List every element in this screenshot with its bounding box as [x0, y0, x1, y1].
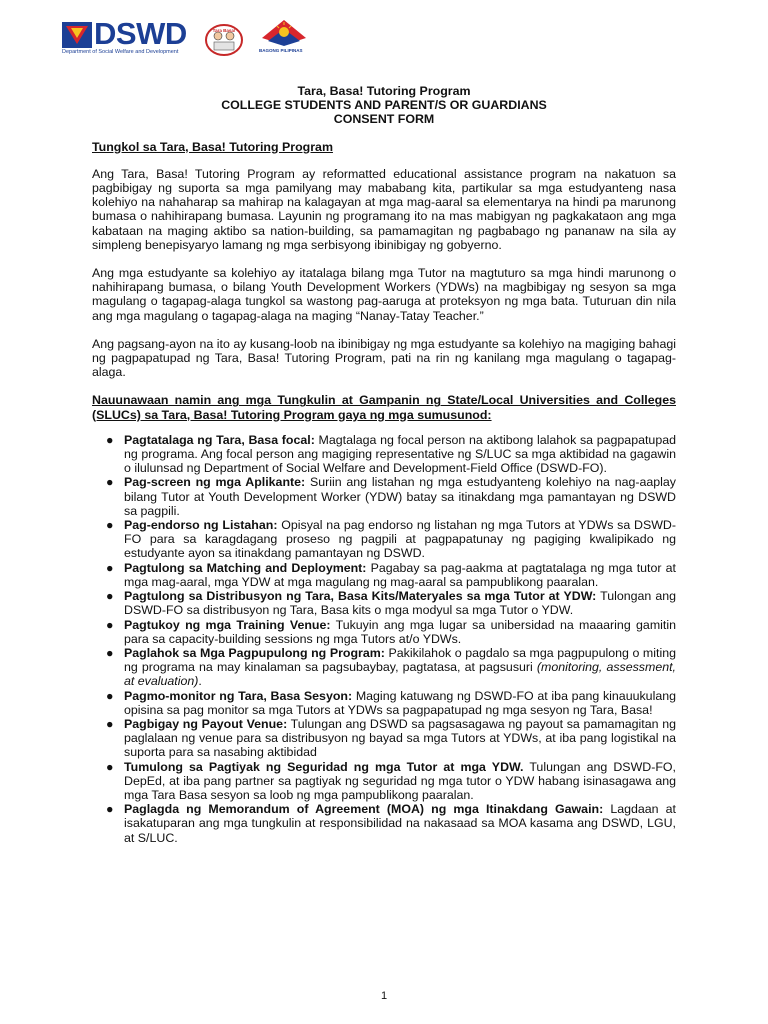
bullet-icon: ● [106, 759, 114, 774]
item-title: Pagtulong sa Matching and Deployment: [124, 560, 367, 575]
title-line-2: COLLEGE STUDENTS AND PARENT/S OR GUARDIANS [221, 98, 547, 113]
item-text: Tulungan ang DSWD sa pagsasagawa ng payout sa pamamagitan ng paglalaan ng venue para sa distribusyon ng bayad sa mga Tutors at YDWs, at iba pang logistikal na suporta para sa nasabing aktibidad [124, 716, 676, 760]
item-text: Tulungan ang DSWD-FO, DepEd, at iba pang partner sa pagtiyak ng seguridad ng mga tutor o YDW habang isinasagawa ang mga Tara Basa sesyon sa loob ng mga pampublikong paaralan. [124, 759, 676, 802]
item-text: Opisyal na pag endorso ng listahan ng mga Tutors at YDWs sa DSWD-FO para sa karagdagang proseso ng pagpili at pagpapatunay ng pagiging kwalipikado ng estudyante ayon sa itinakdang pamantayan ng DSWD. [124, 518, 677, 561]
bullet-icon: ● [106, 688, 114, 703]
responsibilities-heading: Nauunawaan namin ang mga Tungkulin at Gampanin ng State/Local Universities and Colleges (SLUCs) sa Tara, Basa! Tutoring Program gaya ng mga sumusunod: [92, 393, 676, 422]
item-title: Pagtulong sa Distribusyon ng Tara, Basa Kits/Materyales sa mga Tutor at YDW: [124, 589, 597, 604]
item-text: Lagdaan at isakatuparan ang mga tungkulin at responsibilidad na nakasaad sa MOA kasama ang DSWD, LGU, at S/LUC. [124, 802, 676, 845]
item-title: Tumulong sa Pagtiyak ng Seguridad ng mga Tutor at mga YDW. [124, 759, 524, 774]
item-text: Tukuyin ang mga lugar sa unibersidad na maaaring gamitin para sa capacity-building sessions ng mga Tutors at/o YDWs. [124, 617, 676, 646]
list-item [92, 802, 676, 845]
item-title: Pagtukoy ng mga Training Venue: [124, 617, 331, 632]
list-item [92, 689, 676, 717]
paragraph-tutors: Ang mga estudyante sa kolehiyo ay itatalaga bilang mga Tutor na magtuturo sa mga hindi marunong o nahihirapang bumasa, o bilang Youth Development Workers (YDWs) na magbibigay ng sesyon sa mga magulang o tagapag-alaga tungkol sa wastong pag-aaruga at proteksyon ng mga bata. Tuturuan din nila ang mga magulang o tagapag-alaga na maging “Nanay-Tatay Teacher.” [92, 266, 676, 323]
item-title: Pagbigay ng Payout Venue: [124, 716, 288, 731]
bullet-icon: ● [106, 432, 114, 447]
item-tail: . [198, 674, 202, 689]
page-number: 1 [380, 990, 388, 1002]
tarabasa-logo-text: Tara Basa! [212, 28, 236, 33]
paragraph-consent: Ang pagsang-ayon na ito ay kusang-loob na ibinibigay ng mga estudyante sa kolehiyo na magiging bahagi ng pagpapatupad ng Tara, Basa! Tutoring Program, pati na rin ng kanilang mga magulang o tagapag-alaga. [92, 336, 676, 380]
list-item [92, 717, 676, 760]
dswd-mark-icon [62, 22, 92, 48]
tarabasa-logo-icon [204, 23, 244, 57]
bullet-icon: ● [106, 645, 114, 660]
bullet-icon: ● [106, 560, 114, 575]
dswd-wordmark: DSWD [94, 16, 187, 51]
bullet-icon: ● [106, 589, 114, 604]
responsibilities-list [92, 433, 676, 845]
list-item [92, 618, 676, 646]
item-title: Pag-endorso ng Listahan: [124, 518, 278, 533]
item-text: Pagabay sa pag-aakma at pagtatalaga ng mga tutor at mga mag-aaral, mga YDW at mga magulang ng mag-aaral sa pampublikong paaralan. [124, 560, 676, 589]
item-title: Paglagda ng Memorandum of Agreement (MOA) ng mga Itinakdang Gawain: [124, 802, 604, 817]
item-text: Maging katuwang ng DSWD-FO at iba pang kinauukulang opisina sa pag monitor sa mga Tutors at YDWs sa pagpapatupad ng mga sesyon ng Tara, Basa! [124, 688, 676, 717]
list-item [92, 475, 676, 518]
title-line-1: Tara, Basa! Tutoring Program [297, 84, 471, 98]
bullet-icon: ● [106, 475, 114, 490]
section-heading: Tungkol sa Tara, Basa! Tutoring Program [92, 139, 333, 154]
list-item [92, 646, 676, 689]
item-title: Pagtatalaga ng Tara, Basa focal: [124, 432, 315, 447]
title-line-3: CONSENT FORM [333, 112, 435, 127]
document-body [92, 84, 676, 845]
item-italic: (monitoring, assessment, at evaluation) [124, 660, 676, 689]
list-item [92, 561, 676, 589]
item-title: Pagmo-monitor ng Tara, Basa Sesyon: [124, 688, 353, 703]
bagong-pilipinas-logo-icon [260, 18, 308, 60]
dswd-logo [62, 16, 194, 60]
list-item [92, 518, 676, 561]
bullet-icon: ● [106, 802, 114, 817]
bullet-icon: ● [106, 518, 114, 533]
item-text: Suriin ang listahan ng mga estudyanteng kolehiyo na nag-aaplay bilang Tutor at Youth Development Worker (YDW) batay sa itinakdang mga pamantayan ng DSWD sa pagpili. [124, 475, 677, 518]
item-text: Pakikilahok o pagdalo sa mga pagpupulong o miting ng programa na may kinalaman sa pagsubaybay, pagtatasa, at pagsusuri [124, 645, 676, 675]
list-item [92, 760, 676, 803]
list-item [92, 589, 676, 617]
bullet-icon: ● [106, 716, 114, 731]
bagong-pilipinas-label: BAGONG PILIPINAS [259, 48, 303, 53]
header-logos [62, 16, 362, 60]
item-title: Pag-screen ng mga Aplikante: [124, 475, 306, 490]
paragraph-intro: Ang Tara, Basa! Tutoring Program ay reformatted educational assistance program na nakatuon sa pagbibigay ng suporta sa mga pamilyang may mababang kita, partikular sa mga estudyanteng nasa kolehiyo na nahaharap sa mahirap na kalagayan at mga mag-aaral sa elementarya na hindi pa marunong bumasa o nahihirapang bumasa. Layunin ng programang ito na mas mabigyan ng pagkakataon ang mga kabataan na maging aktibo sa nation-building, sa pamamagitan ng pagbabago ng pananaw na sila ay simpleng benepisyaryo lamang ng mga serbisyong ibinibigay ng gobyerno. [92, 166, 676, 252]
item-title: Paglahok sa Mga Pagpupulong ng Program: [124, 645, 385, 660]
list-item [92, 433, 676, 476]
bullet-icon: ● [106, 617, 114, 632]
item-text: Tulongan ang DSWD-FO sa distribusyon ng Tara, Basa kits o mga modyul sa mga Tutor o YDW. [124, 589, 677, 618]
item-text: Magtalaga ng focal person na aktibong lalahok sa pagpapatupad ng programa. Ang focal person ang magiging representative ng S/LUC sa mga aktibidad na gagawin o ilulunsad ng Department of Social Welfare and Development-Field Office (DSWD-FO). [124, 432, 676, 476]
dswd-subtitle: Department of Social Welfare and Development [62, 49, 179, 55]
